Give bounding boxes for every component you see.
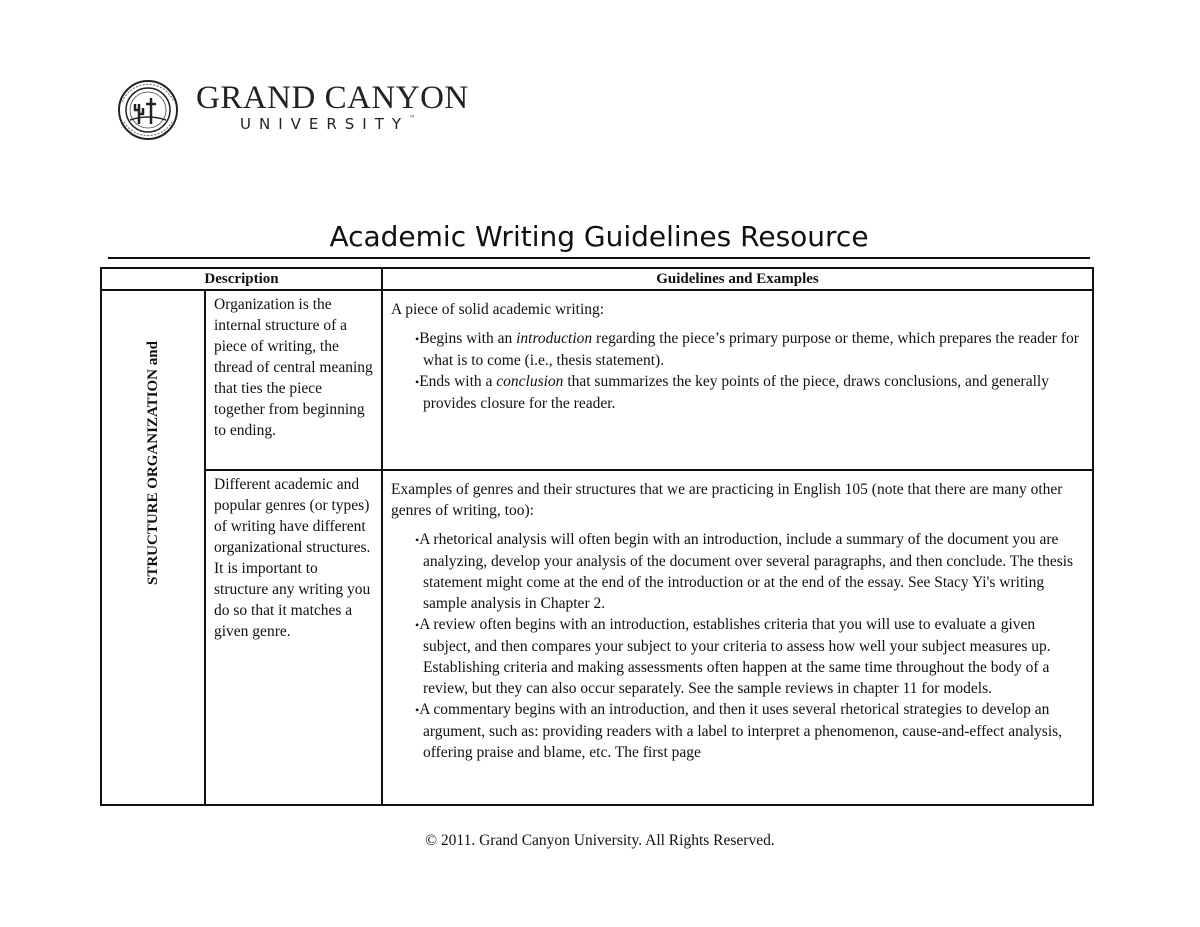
title-divider bbox=[108, 257, 1090, 259]
logo-trademark: ™ bbox=[409, 115, 416, 122]
row-description: Different academic and popular genres (or types) of writing have different organizational structures. It is important to structure any writing you do so that it matches a given genre. bbox=[205, 470, 382, 805]
list-item: • A commentary begins with an introduction, and then it uses several rhetorical strategies to develop an argument, such as: providing readers with a label to interpret a phenomenon, cause-and-effect analysis, offering praise and blame, etc. The first page bbox=[391, 699, 1084, 763]
list-item-text: Begins with an bbox=[419, 330, 517, 347]
section-label: STRUCTURE ORGANIZATION and bbox=[145, 341, 161, 585]
guidelines-table bbox=[100, 267, 1094, 806]
section-label-cell bbox=[101, 290, 205, 805]
list-item-text: that summarizes the key points of the piece, draws conclusions, and generally provides closure for the reader. bbox=[423, 373, 1049, 412]
logo-subtitle bbox=[240, 115, 415, 133]
header-guidelines: Guidelines and Examples bbox=[382, 268, 1093, 290]
list-item-emphasis: conclusion bbox=[496, 373, 564, 390]
guidelines-intro: Examples of genres and their structures that we are practicing in English 105 (note that there are many other genres of writing, too): bbox=[391, 481, 1063, 519]
table-row bbox=[101, 470, 1093, 805]
list-item-text: regarding the piece’s primary purpose or theme, which prepares the reader for what is to come (i.e., thesis statement). bbox=[423, 330, 1079, 369]
list-item bbox=[391, 328, 1084, 371]
list-item bbox=[391, 371, 1084, 414]
document-title: Academic Writing Guidelines Resource bbox=[329, 220, 869, 253]
list-item-emphasis: introduction bbox=[516, 330, 593, 347]
guidelines-content bbox=[391, 479, 1084, 804]
guidelines-intro: A piece of solid academic writing: bbox=[391, 301, 605, 318]
header-description: Description bbox=[101, 268, 382, 290]
logo-subtitle-text: UNIVERSITY bbox=[240, 115, 410, 133]
list-item-text: Ends with a bbox=[419, 373, 497, 390]
copyright-footer: © 2011. Grand Canyon University. All Rights Reserved. bbox=[425, 832, 775, 849]
university-logo bbox=[108, 80, 478, 140]
row-guidelines bbox=[382, 290, 1093, 470]
guidelines-list bbox=[391, 529, 1084, 763]
table-header-row bbox=[101, 268, 1093, 290]
list-item: • A review often begins with an introduction, establishes criteria that you will use to evaluate a given subject, and then compares your subject to your criteria to assess how well your subject measures up. Establishing criteria and making assessments often happen at the same time throughout the body of a review, but they can also occur separately. See the sample reviews in chapter 11 for models. bbox=[391, 614, 1084, 699]
university-seal-icon bbox=[108, 80, 188, 140]
guidelines-list bbox=[391, 328, 1084, 414]
row-description: Organization is the internal structure of a piece of writing, the thread of central meaning that ties the piece together from beginning to ending. bbox=[205, 290, 382, 470]
logo-wordmark: GRAND CANYON bbox=[196, 80, 469, 116]
table-row bbox=[101, 290, 1093, 470]
list-item: • A rhetorical analysis will often begin with an introduction, include a summary of the document you are analyzing, develop your analysis of the document over several paragraphs, and then conclude. The thesis statement might come at the end of the introduction or at the end of the essay. See Stacy Yi's writing sample analysis in Chapter 2. bbox=[391, 529, 1084, 614]
row-guidelines bbox=[382, 470, 1093, 805]
